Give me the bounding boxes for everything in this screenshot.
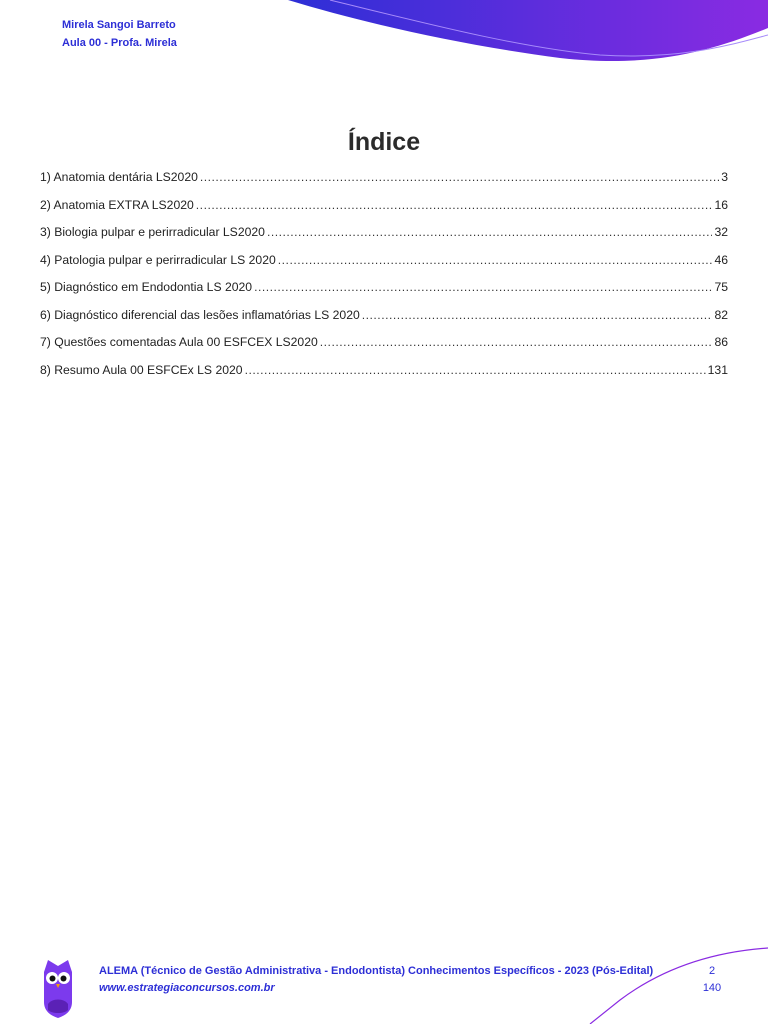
toc-entry-label[interactable]: 1) Anatomia dentária LS2020	[40, 170, 198, 184]
toc-entry[interactable]	[40, 170, 728, 198]
toc-entry-page[interactable]: 86	[714, 335, 728, 349]
page-header	[62, 16, 177, 52]
toc-leader-dots	[362, 308, 713, 322]
toc-entry-label[interactable]: 8) Resumo Aula 00 ESFCEx LS 2020	[40, 362, 243, 377]
owl-logo-icon	[40, 958, 76, 1018]
current-page: 2	[708, 965, 716, 977]
toc-entry-page[interactable]: 75	[714, 280, 728, 294]
toc-entry[interactable]	[40, 280, 728, 308]
toc-entry-page[interactable]: 16	[714, 197, 728, 212]
toc-entry[interactable]	[40, 253, 728, 281]
page-title: Índice	[347, 128, 421, 156]
toc-leader-dots	[245, 363, 706, 377]
toc-leader-dots	[196, 198, 713, 212]
toc-entry[interactable]	[40, 308, 728, 336]
toc-entry-label[interactable]: 4) Patologia pulpar e perirradicular LS 2020	[40, 252, 276, 267]
table-of-contents	[40, 170, 728, 390]
page-number	[694, 963, 730, 997]
toc-entry-label[interactable]: 3) Biologia pulpar e perirradicular LS2020	[40, 225, 265, 239]
toc-entry-page[interactable]: 131	[707, 362, 728, 377]
toc-entry-page[interactable]: 82	[714, 307, 728, 322]
toc-entry-label[interactable]: 5) Diagnóstico em Endodontia LS 2020	[40, 280, 253, 294]
toc-leader-dots	[254, 280, 712, 294]
toc-entry[interactable]	[40, 198, 728, 226]
toc-entry[interactable]	[40, 363, 728, 391]
course-title: ALEMA (Técnico de Gestão Administrativa - Endodontista) Conhecimentos Específicos - 2023 (Pós-Edital)	[99, 965, 654, 977]
total-pages: 140	[702, 982, 722, 994]
toc-entry-page[interactable]: 46	[714, 252, 728, 267]
toc-leader-dots	[278, 253, 713, 267]
lesson-label: Aula 00 - Profa. Mirela	[62, 37, 177, 49]
page-footer	[99, 963, 653, 997]
toc-entry[interactable]	[40, 335, 728, 363]
toc-leader-dots	[200, 170, 719, 184]
toc-leader-dots	[320, 335, 713, 349]
toc-entry[interactable]	[40, 225, 728, 253]
toc-entry-label[interactable]: 7) Questões comentadas Aula 00 ESFCEX LS2020	[40, 335, 318, 349]
toc-entry-page[interactable]: 32	[714, 225, 728, 239]
toc-entry-page[interactable]: 3	[721, 170, 728, 184]
toc-entry-label[interactable]: 6) Diagnóstico diferencial das lesões inflamatórias LS 2020	[40, 307, 360, 322]
website-link[interactable]: www.estrategiaconcursos.com.br	[99, 982, 275, 994]
toc-leader-dots	[267, 225, 713, 239]
author-name: Mirela Sangoi Barreto	[62, 19, 176, 31]
toc-entry-label[interactable]: 2) Anatomia EXTRA LS2020	[40, 197, 194, 212]
